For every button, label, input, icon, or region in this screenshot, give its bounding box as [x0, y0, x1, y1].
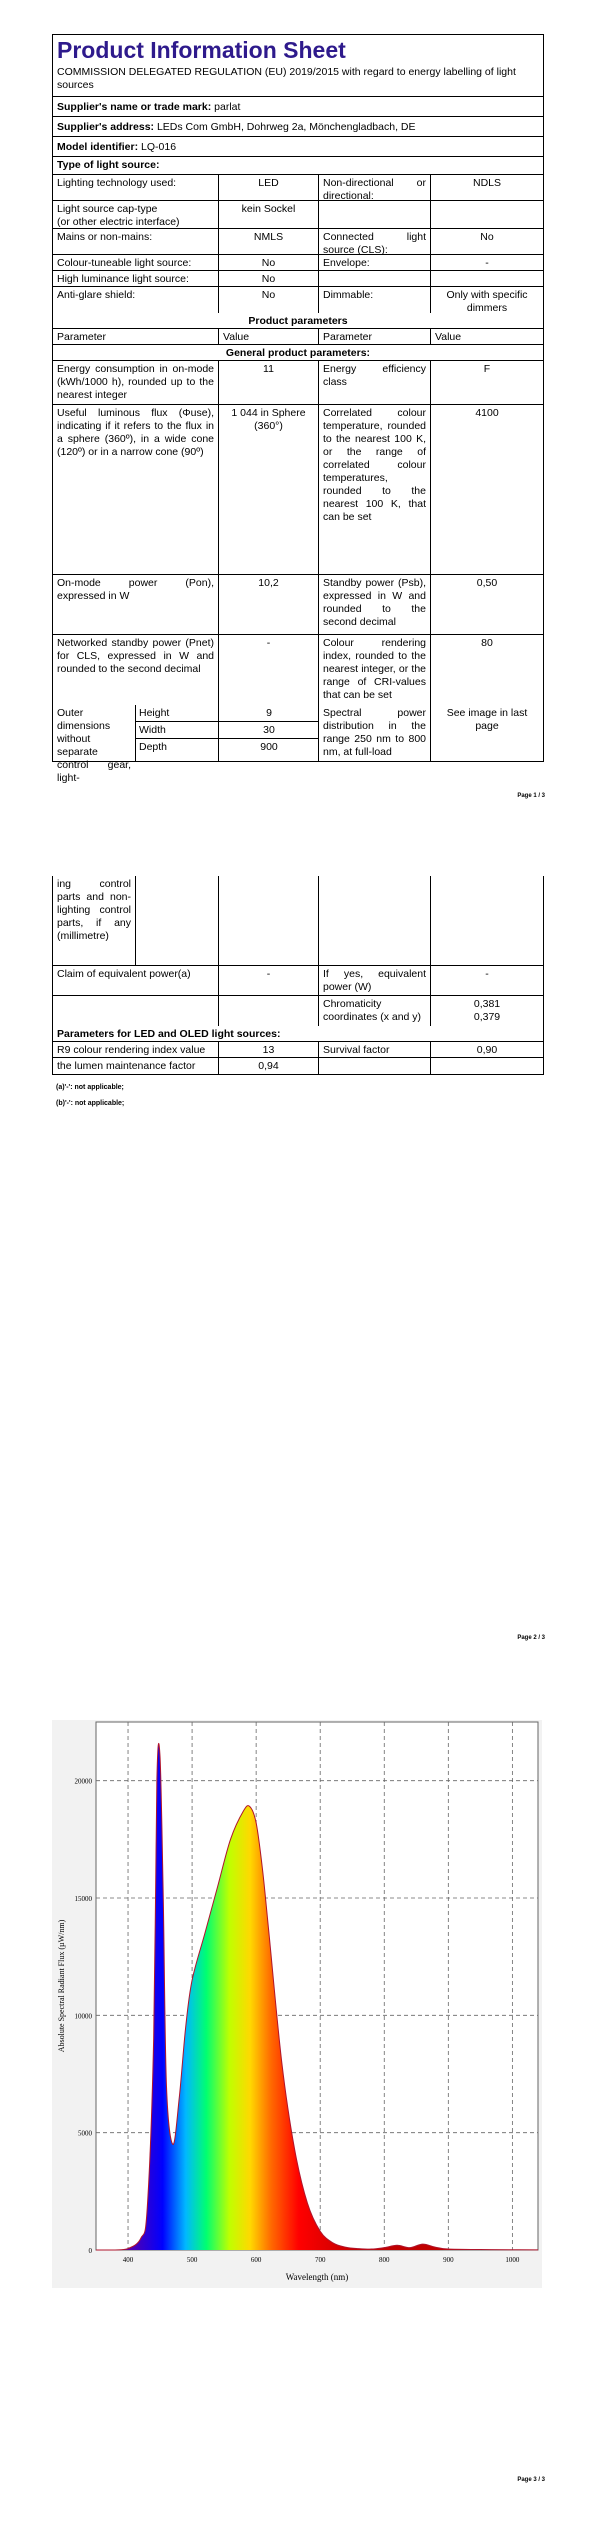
param-label	[318, 201, 430, 228]
param-value: NMLS	[218, 229, 318, 254]
params-header-row	[53, 329, 543, 345]
spd-value: See image in last page	[430, 705, 543, 761]
led-rows	[53, 1042, 543, 1074]
params-heading: Product parameters	[248, 315, 348, 327]
param-value	[218, 996, 318, 1026]
model-row	[53, 137, 543, 157]
info-table-continued	[52, 876, 544, 1075]
param-value: 1 044 in Sphere (360°)	[218, 405, 318, 574]
param-value: No	[430, 229, 543, 254]
param-label: On-mode power (Pon), expressed in W	[57, 577, 214, 602]
param-label: Non-directional or directional:	[318, 175, 430, 200]
spectrum-chart	[52, 1720, 542, 2288]
height-value: 9	[219, 705, 319, 722]
page-1	[0, 0, 595, 842]
params-heading-row	[53, 313, 543, 329]
address-label: Supplier's address:	[57, 121, 155, 133]
led_rows-row	[53, 1042, 543, 1058]
param-value: 0,381 0,379	[430, 996, 543, 1026]
model-value: LQ-016	[141, 141, 177, 153]
param-value: F	[430, 361, 543, 404]
dimension-values	[218, 705, 319, 761]
footnote-a: (a)'-': not applicable;	[56, 1084, 124, 1091]
param-value: 80	[430, 635, 543, 705]
param-value: Only with specific dimmers	[430, 287, 543, 313]
x-tick-label: 400	[122, 2256, 134, 2264]
param-label	[318, 1058, 430, 1074]
address-value: LEDs Com GmbH, Dohrweg 2a, Mönchengladbach, DE	[156, 121, 416, 133]
param-label: Light source cap-type (or other electric interface)	[57, 203, 180, 228]
param-label: Energy consumption in on-mode (kWh/1000 h), rounded up to the nearest integer	[57, 363, 214, 401]
param-value: LED	[218, 175, 318, 200]
general-heading: General product parameters:	[225, 347, 371, 359]
param-label	[318, 271, 430, 286]
page-3	[0, 1684, 595, 2526]
supplier-label: Supplier's name or trade mark:	[57, 101, 212, 113]
x-tick-label: 800	[379, 2256, 390, 2264]
type_rows-row	[53, 255, 543, 271]
type-heading-row	[53, 157, 543, 175]
param-label	[53, 996, 218, 1026]
param-value: 13	[218, 1042, 318, 1057]
param-label: Useful luminous flux (Φuse), indicating if it refers to the flux in a sphere (360º), in a wide cone (120º) or in a narrow cone (90º)	[57, 407, 214, 458]
y-tick-label: 5000	[78, 2129, 92, 2138]
param-rows	[53, 361, 543, 705]
footnote-b: (b)'-': not applicable;	[56, 1100, 125, 1107]
general-heading-row	[53, 345, 543, 361]
depth-label: Depth	[139, 741, 168, 753]
param-value: -	[430, 255, 543, 270]
x-axis-label: Wavelength (nm)	[285, 2272, 349, 2282]
param-value	[430, 271, 543, 286]
x-tick-label: 900	[443, 2256, 454, 2264]
height-label: Height	[136, 705, 219, 722]
model-label: Model identifier:	[57, 141, 139, 153]
type_rows-row	[53, 201, 543, 229]
param-value: 11	[218, 361, 318, 404]
x-tick-label: 600	[250, 2256, 262, 2264]
page-title: Product Information Sheet	[57, 37, 346, 63]
param-label: Colour-tuneable light source:	[57, 257, 192, 269]
param-value: 4100	[430, 405, 543, 574]
type_rows-row	[53, 271, 543, 287]
param_rows-row	[53, 405, 543, 575]
y-tick-label: 0	[88, 2247, 92, 2255]
dimension-names	[135, 705, 219, 761]
spectrum-chart-svg	[52, 1720, 542, 2288]
param-value: 0,90	[430, 1042, 543, 1057]
param-label: High luminance light source:	[57, 273, 189, 285]
param-label: R9 colour rendering index value	[57, 1044, 206, 1056]
col-value-1: Value	[218, 329, 318, 344]
page-number-1: Page 1 / 3	[517, 793, 545, 799]
led-heading: Parameters for LED and OLED light sources:	[57, 1028, 281, 1040]
param_rows-row	[53, 635, 543, 705]
param-label: Envelope:	[318, 255, 430, 270]
param-label: Standby power (Psb), expressed in W and rounded to the second decimal	[318, 575, 430, 634]
param_rows-row	[53, 575, 543, 635]
header-block	[53, 35, 543, 97]
param-label: Lighting technology used:	[57, 177, 177, 189]
dimensions-row-continued	[53, 876, 543, 966]
type_rows-row	[53, 287, 543, 313]
page-number-3: Page 3 / 3	[517, 2477, 545, 2483]
param-value: No	[218, 271, 318, 286]
regulation-subtitle: COMMISSION DELEGATED REGULATION (EU) 2019/2015 with regard to energy labelling of light sources	[57, 66, 516, 91]
page2_rows-row	[53, 966, 543, 996]
type_rows-row	[53, 175, 543, 201]
led-heading-row	[53, 1026, 543, 1042]
param-value	[430, 1058, 543, 1074]
col-param-2: Parameter	[318, 329, 430, 344]
spd-label: Spectral power distribution in the range 250 nm to 800 nm, at full-load	[318, 705, 430, 761]
dimensions-row	[53, 705, 543, 784]
param-label: Chromaticity coordinates (x and y)	[318, 996, 430, 1026]
param-label: Mains or non-mains:	[57, 231, 153, 243]
param-label: Claim of equivalent power(a)	[57, 968, 191, 980]
param-value	[430, 201, 543, 228]
param-label: Anti-glare shield:	[57, 289, 136, 301]
dimensions-label-continued: ing control parts and non-lighting control parts, if any (millimetre)	[57, 878, 131, 942]
param-value: kein Sockel	[218, 201, 318, 228]
param-label: Energy efficiency class	[318, 361, 430, 404]
param-value: 10,2	[218, 575, 318, 634]
y-axis-label: Absolute Spectral Radiant Flux (µW/nm)	[57, 1919, 66, 2053]
type-rows	[53, 175, 543, 313]
y-tick-label: 20000	[74, 1777, 92, 1786]
width-value: 30	[219, 722, 319, 739]
info-table	[52, 34, 544, 784]
param-label: Connected light source (CLS):	[318, 229, 430, 254]
type-heading: Type of light source:	[57, 159, 160, 171]
param-value: No	[218, 255, 318, 270]
y-tick-label: 15000	[74, 1895, 92, 1903]
param-value: No	[218, 287, 318, 313]
param-value: -	[430, 966, 543, 995]
type_rows-row	[53, 229, 543, 255]
param_rows-row	[53, 361, 543, 405]
param-value: NDLS	[430, 175, 543, 200]
x-tick-label: 1000	[505, 2256, 520, 2264]
supplier-value: parlat	[214, 101, 241, 113]
param-value: 0,94	[218, 1058, 318, 1074]
page2_rows-row	[53, 996, 543, 1026]
address-row	[53, 117, 543, 137]
param-value: -	[218, 966, 318, 995]
param-label: Dimmable:	[318, 287, 430, 313]
param-label: If yes, equivalent power (W)	[318, 966, 430, 995]
width-label: Width	[136, 722, 219, 739]
page-number-2: Page 2 / 3	[517, 1635, 545, 1641]
param-label: Networked standby power (Pnet) for CLS, expressed in W and rounded to the second decimal	[57, 637, 214, 675]
supplier-row	[53, 97, 543, 117]
x-tick-label: 500	[186, 2256, 198, 2264]
y-tick-label: 10000	[74, 2012, 92, 2021]
led_rows-row	[53, 1058, 543, 1074]
col-param-1: Parameter	[57, 331, 107, 343]
depth-value: 900	[260, 741, 278, 753]
page2-rows	[53, 966, 543, 1026]
param-value: -	[218, 635, 318, 705]
dimensions-label: Outer dimensions without separate control gear, light-	[57, 707, 131, 784]
param-value: 0,50	[430, 575, 543, 634]
x-tick-label: 700	[314, 2256, 326, 2264]
param-label: Correlated colour temperature, rounded to the nearest 100 K, or the range of correlated colour temperatures, rounded to the nearest 100 K, that can be set	[318, 405, 430, 574]
page-2	[0, 842, 595, 1684]
param-label: Survival factor	[318, 1042, 430, 1057]
param-label: the lumen maintenance factor	[57, 1060, 196, 1072]
param-label: Colour rendering index, rounded to the nearest integer, or the range of CRI-values that can be set	[318, 635, 430, 705]
col-value-2: Value	[430, 329, 543, 344]
